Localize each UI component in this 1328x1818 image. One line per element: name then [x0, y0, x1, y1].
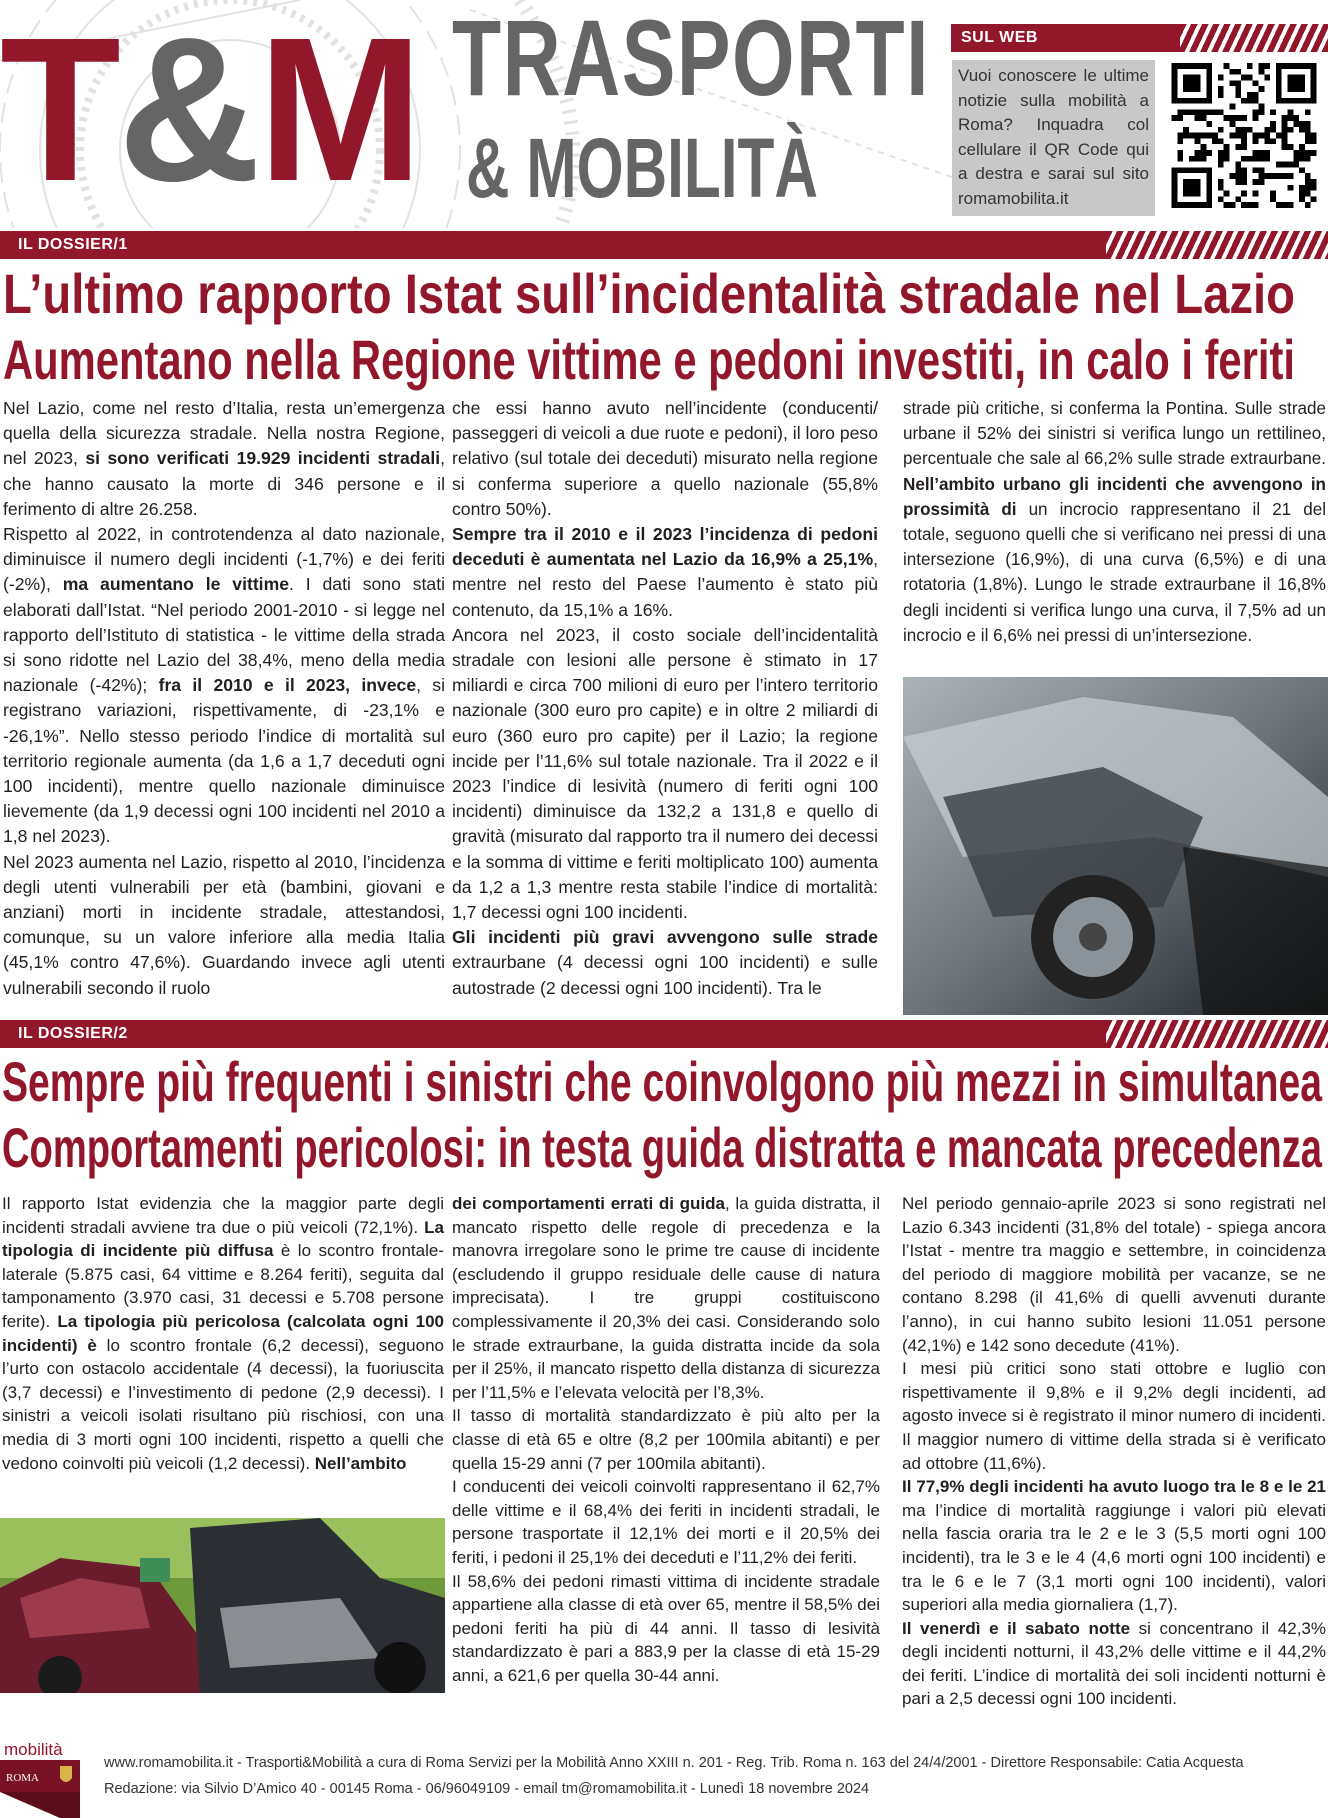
paragraph: [452, 1570, 880, 1688]
dossier1-bar: [0, 231, 1328, 259]
text-run: I mesi più critici sono stati ottobre e luglio con rispettivamente il 9,8% e il 9,2% degli incidenti, ad agosto invece si è registrato il minor numero di incidenti. Il maggior numero di vittime della strada si è verificato ad ottobre (11,6%).: [902, 1359, 1326, 1473]
bold-text: La tipologia più pericolosa (calcolata ogni 100 incidenti) è: [2, 1311, 444, 1355]
column-text: [452, 1192, 880, 1687]
dossier1-label: IL DOSSIER/1: [18, 236, 128, 253]
brand-title-line2: & MOBILITÀ: [466, 121, 818, 215]
text-run: strade più critiche, si conferma la Pontina. Sulle strade urbane il 52% dei sinistri si verifica lungo un rettilineo, percentuale che sale al 66,2% sulle strade extraurbane.: [903, 398, 1326, 469]
sul-web-text: Vuoi conoscere le ultime notizie sulla mobilità a Roma? Inquadra col cellulare il QR Code qui a destra e sarai sul sito romamobilita.it: [952, 60, 1155, 216]
dossier1-column-2: [452, 396, 878, 1001]
bold-text: si sono verificati 19.929 incidenti stradali: [85, 448, 441, 469]
dossier2-column-3: [902, 1192, 1326, 1711]
dossier1-subheadline: Aumentano nella Regione vittime e pedoni investiti, in calo i feriti: [3, 328, 1295, 391]
text-run: , che hanno causato la morte di 346 persone e il ferimento di altre 26.258.: [3, 448, 445, 519]
bold-text: Sempre tra il 2010 e il 2023 l’incidenza di pedoni deceduti è aumentata nel Lazio da 16,9% a 25,1%: [452, 524, 878, 570]
photo-damaged-cars: [0, 1518, 445, 1693]
dossier2-column-1: [2, 1192, 444, 1475]
text-run: Rispetto al 2022, in controtendenza al dato nazionale, diminuisce il numero degli incidenti (-1,7%) e dei feriti (-2%),: [3, 524, 445, 595]
text-run: è lo scontro frontale-laterale (5.875 casi, 64 vittime e 8.264 feriti), seguita dal tamponamento (3.970 casi, 31 decessi e 5.708 persone ferite).: [2, 1241, 444, 1331]
paragraph: [2, 1192, 444, 1475]
column-text: [902, 1192, 1326, 1711]
paragraph: [452, 522, 878, 623]
paragraph: [902, 1617, 1326, 1711]
paragraph: [452, 925, 878, 1001]
dossier2-subheadline: Comportamenti pericolosi: in testa guida distratta e mancata precedenza: [2, 1116, 1322, 1179]
bold-text: ma aumentano le vittime: [62, 574, 289, 595]
sul-web-label: SUL WEB: [961, 29, 1038, 46]
column-text: [2, 1192, 444, 1475]
text-run: Il tasso di mortalità standardizzato è più alto per la classe di età 65 e oltre (8,2 per 100mila abitanti) e per quella 15-29 anni (7 per 100mila abitanti).: [452, 1406, 880, 1473]
dossier1-headline: L’ultimo rapporto Istat sull’incidentalità stradale nel Lazio: [3, 262, 1295, 325]
column-text: [3, 396, 445, 1001]
text-run: extraurbane (4 decessi ogni 100 incidenti) e sulle autostrade (2 decessi ogni 100 incidenti). Tra le: [452, 952, 878, 998]
column-text: [452, 396, 878, 1001]
dossier1-column-1: [3, 396, 445, 1001]
text-run: Il rapporto Istat evidenzia che la maggior parte degli incidenti stradali avviene tra due o più veicoli (72,1%).: [2, 1194, 444, 1237]
text-run: , la guida distratta, il mancato rispetto delle regole di precedenza e la manovra irregolare sono le prime tre cause di incidente (escludendo il gruppo residuale delle cause di natura imprecisata). I tre gruppi costituiscono complessivamente il 20,3% dei casi. Considerando solo le strade extraurbane, la guida distratta incide da sola per il 25%, il mancato rispetto della distanza di sicurezza per l’11,5% e l’elevata velocità per l’8,3%.: [452, 1194, 880, 1402]
text-run: I conducenti dei veicoli coinvolti rappresentano il 62,7% delle vittime e il 68,4% dei feriti in incidenti stradali, le persone trasportate il 12,1% dei morti e il 20,5% dei feriti, i pedoni il 25,1% dei deceduti e l’11,2% dei feriti.: [452, 1477, 880, 1567]
paragraph: [452, 1192, 880, 1404]
bold-text: Il 77,9% degli incidenti ha avuto luogo tra le 8 e le 21: [902, 1477, 1326, 1497]
sul-web-bar: [951, 24, 1328, 52]
bold-text: La tipologia di incidente più diffusa: [2, 1217, 444, 1261]
logo-word: mobilità: [4, 1740, 63, 1759]
dossier1-column-3: [903, 396, 1326, 648]
text-run: , si registrano variazioni, rispettivamente, di -23,1% e -26,1%”. Nello stesso periodo l’indice di mortalità sul territorio regionale aumenta (da 1,6 a 1,7 deceduti ogni 100 incidenti), mentre quello nazionale diminuisce lievemente (da 1,9 decessi ogni 100 incidenti nel 2010 a 1,8 nel 2023).: [3, 675, 445, 847]
paragraph: [903, 396, 1326, 648]
bold-text: Gli incidenti più gravi avvengono sulle strade: [452, 927, 878, 948]
paragraph: [452, 396, 878, 522]
bold-text: Il venerdì e il sabato notte: [902, 1618, 1131, 1638]
text-run: un incrocio rappresentano il 21 del totale, seguono quelli che si verificano nei pressi di una intersezione (16,9%), di una curva (6,5%) e di una rotatoria (1,8%). Lungo le strade extraurbane il 16,8% degli incidenti si verifica lungo una curva, il 7,5% ad un incrocio e il 6,6% nei pressi di un’intersezione.: [903, 498, 1326, 645]
paragraph: [902, 1192, 1326, 1357]
paragraph: [902, 1357, 1326, 1475]
text-run: Ancora nel 2023, il costo sociale dell’incidentalità stradale con lesioni alle persone è stimato in 17 miliardi e circa 700 milioni di euro per l’intero territorio nazionale (300 euro pro capite) e in oltre 2 miliardi di euro (360 euro pro capite) per il Lazio; la regione incide per l’11,6% sul totale nazionale. Tra il 2022 e il 2023 l’indice di lesività (numero di feriti ogni 100 incidenti) diminuisce da 132,2 a 131,8 e quello di gravità (misurato dal rapporto tra il numero dei decessi e la somma di vittime e feriti moltiplicato 100) aumenta da 1,2 a 1,3 mentre resta stabile l’indice di mortalità: 1,7 decessi ogni 100 incidenti.: [452, 624, 878, 923]
text-run: , mentre nel resto del Paese l’aumento è stato più contenuto, da 15,1% a 16%.: [452, 549, 878, 620]
roma-mobilita-logo: [0, 1738, 80, 1818]
text-run: Nel 2023 aumenta nel Lazio, rispetto al 2010, l’incidenza degli utenti vulnerabili per età (bambini, giovani e anziani) morti in incidente stradale, attestandosi, comunque, su un valore inferiore alla media Italia (45,1% contro 47,6%). Guardando invece agli utenti vulnerabili secondo il ruolo: [3, 851, 445, 998]
bold-text: Nell’ambito: [314, 1453, 407, 1473]
footer-line-1: www.romamobilita.it - Trasporti&Mobilità a cura di Roma Servizi per la Mobilità Anno XXIII n. 201 - Reg. Trib. Roma n. 163 del 24/4/2001 - Direttore Responsabile: Catia Acquesta: [104, 1755, 1244, 1771]
text-run: Il 58,6% dei pedoni rimasti vittima di incidente stradale appartiene alla classe di età over 65, mentre il 58,5% dei pedoni feriti ha più di 44 anni. Il tasso di lesività standardizzato è pari a 883,9 per la classe di età 15-29 anni, a 621,6 per quella 30-44 anni.: [452, 1571, 880, 1685]
dossier2-label: IL DOSSIER/2: [18, 1025, 128, 1042]
dossier2-column-2: [452, 1192, 880, 1687]
text-run: Nel Lazio, come nel resto d’Italia, resta un’emergenza quella della sicurezza stradale. Nella nostra Regione, nel 2023,: [3, 398, 445, 469]
bold-text: fra il 2010 e il 2023, invece: [158, 675, 417, 696]
text-run: ma l’indice di mortalità raggiunge i valori più elevati nella fascia oraria tra le 2 e le 3 (5,5 morti ogni 100 incidenti), tra le 3 e le 4 (4,6 morti ogni 100 incidenti) e tra le 6 e le 7 (3,1 morti ogni 100 incidenti), valori superiori alla media giornaliera (1,7).: [902, 1500, 1326, 1615]
paragraph: [3, 396, 445, 522]
paragraph: [452, 1404, 880, 1475]
dossier2-bar: [0, 1020, 1328, 1048]
paragraph: [3, 850, 445, 1001]
brand-title-line1: TRASPORTI: [452, 0, 930, 118]
paragraph: [3, 522, 445, 850]
dossier2-headline: Sempre più frequenti i sinistri che coinvolgono più mezzi in simultanea: [2, 1050, 1322, 1113]
paragraph: [902, 1475, 1326, 1617]
text-run: Nel periodo gennaio-aprile 2023 si sono registrati nel Lazio 6.343 incidenti (31,8% del totale) - spiega ancora l’Istat - mentre tra maggio e settembre, in coincidenza del periodo di maggiore mobilità per vacanze, se ne contano 8.298 (il 41,6% di quelli avvenuti durante l’anno), in cui hanno subito lesioni 11.051 persone (42,1%) e 142 sono decedute (41%).: [902, 1194, 1326, 1355]
text-run: . I dati sono stati elaborati dall’Istat. “Nel periodo 2001-2010 - si legge nel rapporto dell’Istituto di statistica - le vittime della strada si sono ridotte nel Lazio del 38,4%, meno della media nazionale (-42%);: [3, 574, 445, 696]
footer-colophon: [104, 1750, 1324, 1802]
text-run: che essi hanno avuto nell’incidente (conducenti/ passeggeri di veicoli a due ruote e pedoni), il loro peso relativo (sul totale dei deceduti) misurato nella regione si conferma superiore a quello nazionale (55,8% contro 50%).: [452, 398, 878, 519]
tm-logo: T&M: [0, 0, 420, 224]
paragraph: [452, 1475, 880, 1569]
photo-crashed-car: [903, 677, 1328, 1015]
bold-text: Nell’ambito urbano gli incidenti che avvengono in prossimità di: [903, 473, 1326, 519]
column-text: [903, 396, 1326, 648]
logo-city: ROMA: [6, 1772, 40, 1784]
bold-text: dei comportamenti errati di guida: [452, 1194, 725, 1213]
paragraph: [452, 623, 878, 925]
qr-code-icon[interactable]: [1170, 63, 1318, 208]
text-run: lo scontro frontale (6,2 decessi), seguono l’urto con ostacolo accidentale (4 decessi), la fuoriuscita (3,7 decessi) e l’investimento di pedone (2,9 decessi). I sinistri a veicoli isolati risultano più rischiosi, con una media di 3 morti ogni 100 incidenti, rispetto a quelli che vedono coinvolti più veicoli (1,2 decessi).: [2, 1335, 444, 1473]
footer-line-2: Redazione: via Silvio D’Amico 40 - 00145 Roma - 06/96049109 - email tm@romamobilita.it - Lunedì 18 novembre 2024: [104, 1781, 870, 1797]
text-run: si concentrano il 42,3% degli incidenti notturni, il 43,2% delle vittime e il 44,2% dei feriti. L’indice di mortalità dei soli incidenti notturni è pari a 2,5 decessi ogni 100 incidenti.: [902, 1618, 1326, 1709]
